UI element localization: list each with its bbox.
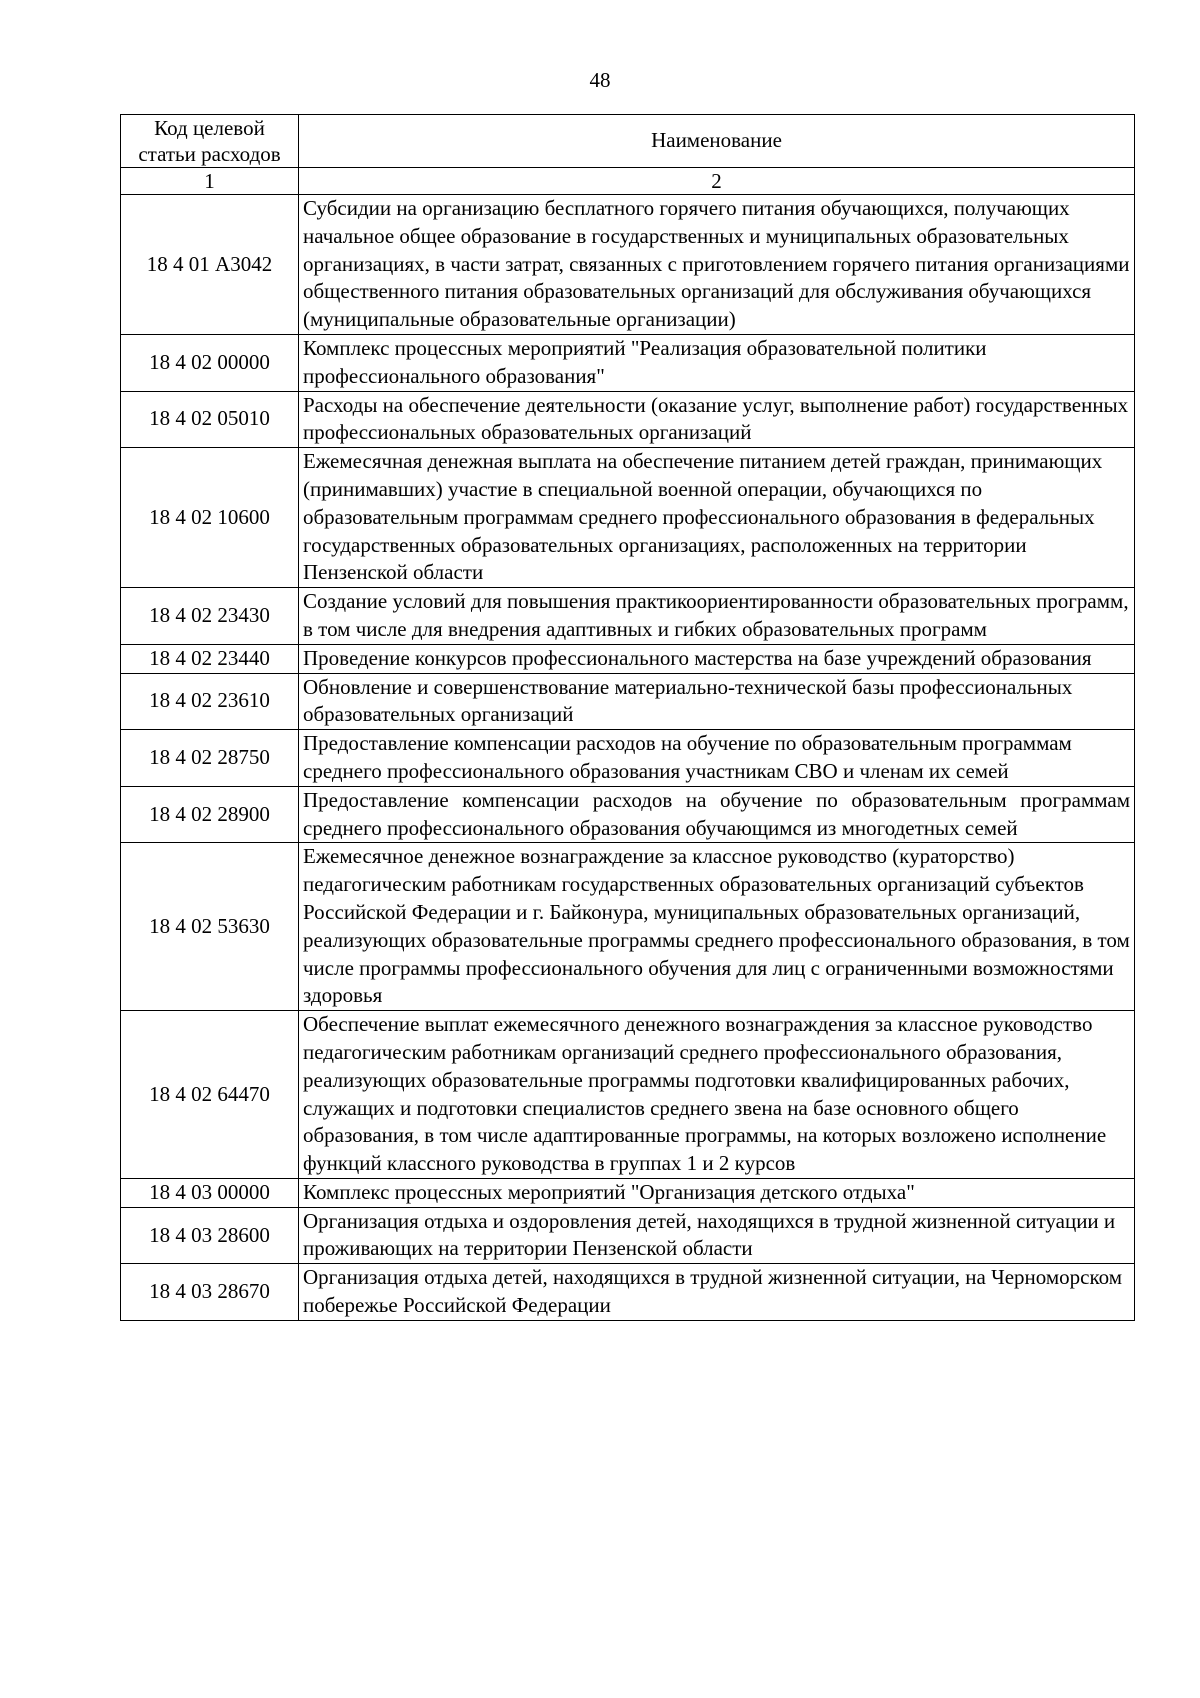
table-row <box>121 195 1135 335</box>
row-name: Проведение конкурсов профессионального мастерства на базе учреждений образования <box>299 644 1135 673</box>
row-name: Субсидии на организацию бесплатного горячего питания обучающихся, получающих начальное общее образование в государственных и муниципальных образовательных организациях, в части затрат, связанных с приготовлением горячего питания организациями общественного питания образовательных организаций для обслуживания обучающихся (муниципальные образовательные организации) <box>299 195 1135 335</box>
table-row <box>121 391 1135 448</box>
row-code: 18 4 03 28600 <box>121 1207 299 1264</box>
row-name: Ежемесячное денежное вознаграждение за классное руководство (кураторство) педагогическим работникам государственных образовательных организаций субъектов Российской Федерации и г. Байконура, муниципальных образовательных организаций, реализующих образовательные программы среднего профессионального образования, в том числе программы профессионального обучения для лиц с ограниченными возможностями здоровья <box>299 843 1135 1011</box>
row-code: 18 4 02 05010 <box>121 391 299 448</box>
row-code: 18 4 03 00000 <box>121 1178 299 1207</box>
header-code: Код целевой статьи расходов <box>121 115 299 168</box>
row-name: Организация отдыха и оздоровления детей, находящихся в трудной жизненной ситуации и проживающих на территории Пензенской области <box>299 1207 1135 1264</box>
row-name: Расходы на обеспечение деятельности (оказание услуг, выполнение работ) государственных профессиональных образовательных организаций <box>299 391 1135 448</box>
row-code: 18 4 02 28900 <box>121 786 299 843</box>
row-code: 18 4 02 64470 <box>121 1011 299 1179</box>
row-code: 18 4 01 А3042 <box>121 195 299 335</box>
column-number-row <box>121 168 1135 195</box>
row-name: Комплекс процессных мероприятий "Реализация образовательной политики профессионального образования" <box>299 334 1135 391</box>
row-code: 18 4 02 00000 <box>121 334 299 391</box>
row-name: Комплекс процессных мероприятий "Организация детского отдыха" <box>299 1178 1135 1207</box>
page-number: 48 <box>589 68 611 92</box>
row-code: 18 4 03 28670 <box>121 1264 299 1321</box>
table-row <box>121 334 1135 391</box>
table-row <box>121 1264 1135 1321</box>
table-row <box>121 730 1135 787</box>
row-code: 18 4 02 10600 <box>121 448 299 588</box>
table-row <box>121 448 1135 588</box>
table-header-row <box>121 115 1135 168</box>
row-name: Организация отдыха детей, находящихся в трудной жизненной ситуации, на Черноморском побережье Российской Федерации <box>299 1264 1135 1321</box>
table-row <box>121 644 1135 673</box>
row-name: Обеспечение выплат ежемесячного денежного вознаграждения за классное руководство педагогическим работникам организаций среднего профессионального образования, реализующих образовательные программы подготовки квалифицированных рабочих, служащих и подготовки специалистов среднего звена на базе основного общего образования, в том числе адаптированные программы, на которых возложено исполнение функций классного руководства в группах 1 и 2 курсов <box>299 1011 1135 1179</box>
budget-code-table <box>120 114 1135 1321</box>
table-row <box>121 1207 1135 1264</box>
table-row <box>121 1011 1135 1179</box>
column-number-1: 1 <box>121 168 299 195</box>
table-row <box>121 673 1135 730</box>
row-code: 18 4 02 23430 <box>121 588 299 645</box>
row-name: Предоставление компенсации расходов на обучение по образовательным программам среднего профессионального образования обучающимся из многодетных семей <box>299 786 1135 843</box>
row-name: Предоставление компенсации расходов на обучение по образовательным программам среднего профессионального образования участникам СВО и членам их семей <box>299 730 1135 787</box>
row-name: Ежемесячная денежная выплата на обеспечение питанием детей граждан, принимающих (принимавших) участие в специальной военной операции, обучающихся по образовательным программам среднего профессионального образования в федеральных государственных образовательных организациях, расположенных на территории Пензенской области <box>299 448 1135 588</box>
row-name: Обновление и совершенствование материально-технической базы профессиональных образовательных организаций <box>299 673 1135 730</box>
column-number-2: 2 <box>299 168 1135 195</box>
header-name: Наименование <box>299 115 1135 168</box>
table-row <box>121 786 1135 843</box>
table-row <box>121 843 1135 1011</box>
row-code: 18 4 02 23610 <box>121 673 299 730</box>
row-code: 18 4 02 53630 <box>121 843 299 1011</box>
row-code: 18 4 02 23440 <box>121 644 299 673</box>
row-code: 18 4 02 28750 <box>121 730 299 787</box>
table-row <box>121 1178 1135 1207</box>
row-name: Создание условий для повышения практикоориентированности образовательных программ, в том числе для внедрения адаптивных и гибких образовательных программ <box>299 588 1135 645</box>
table-row <box>121 588 1135 645</box>
